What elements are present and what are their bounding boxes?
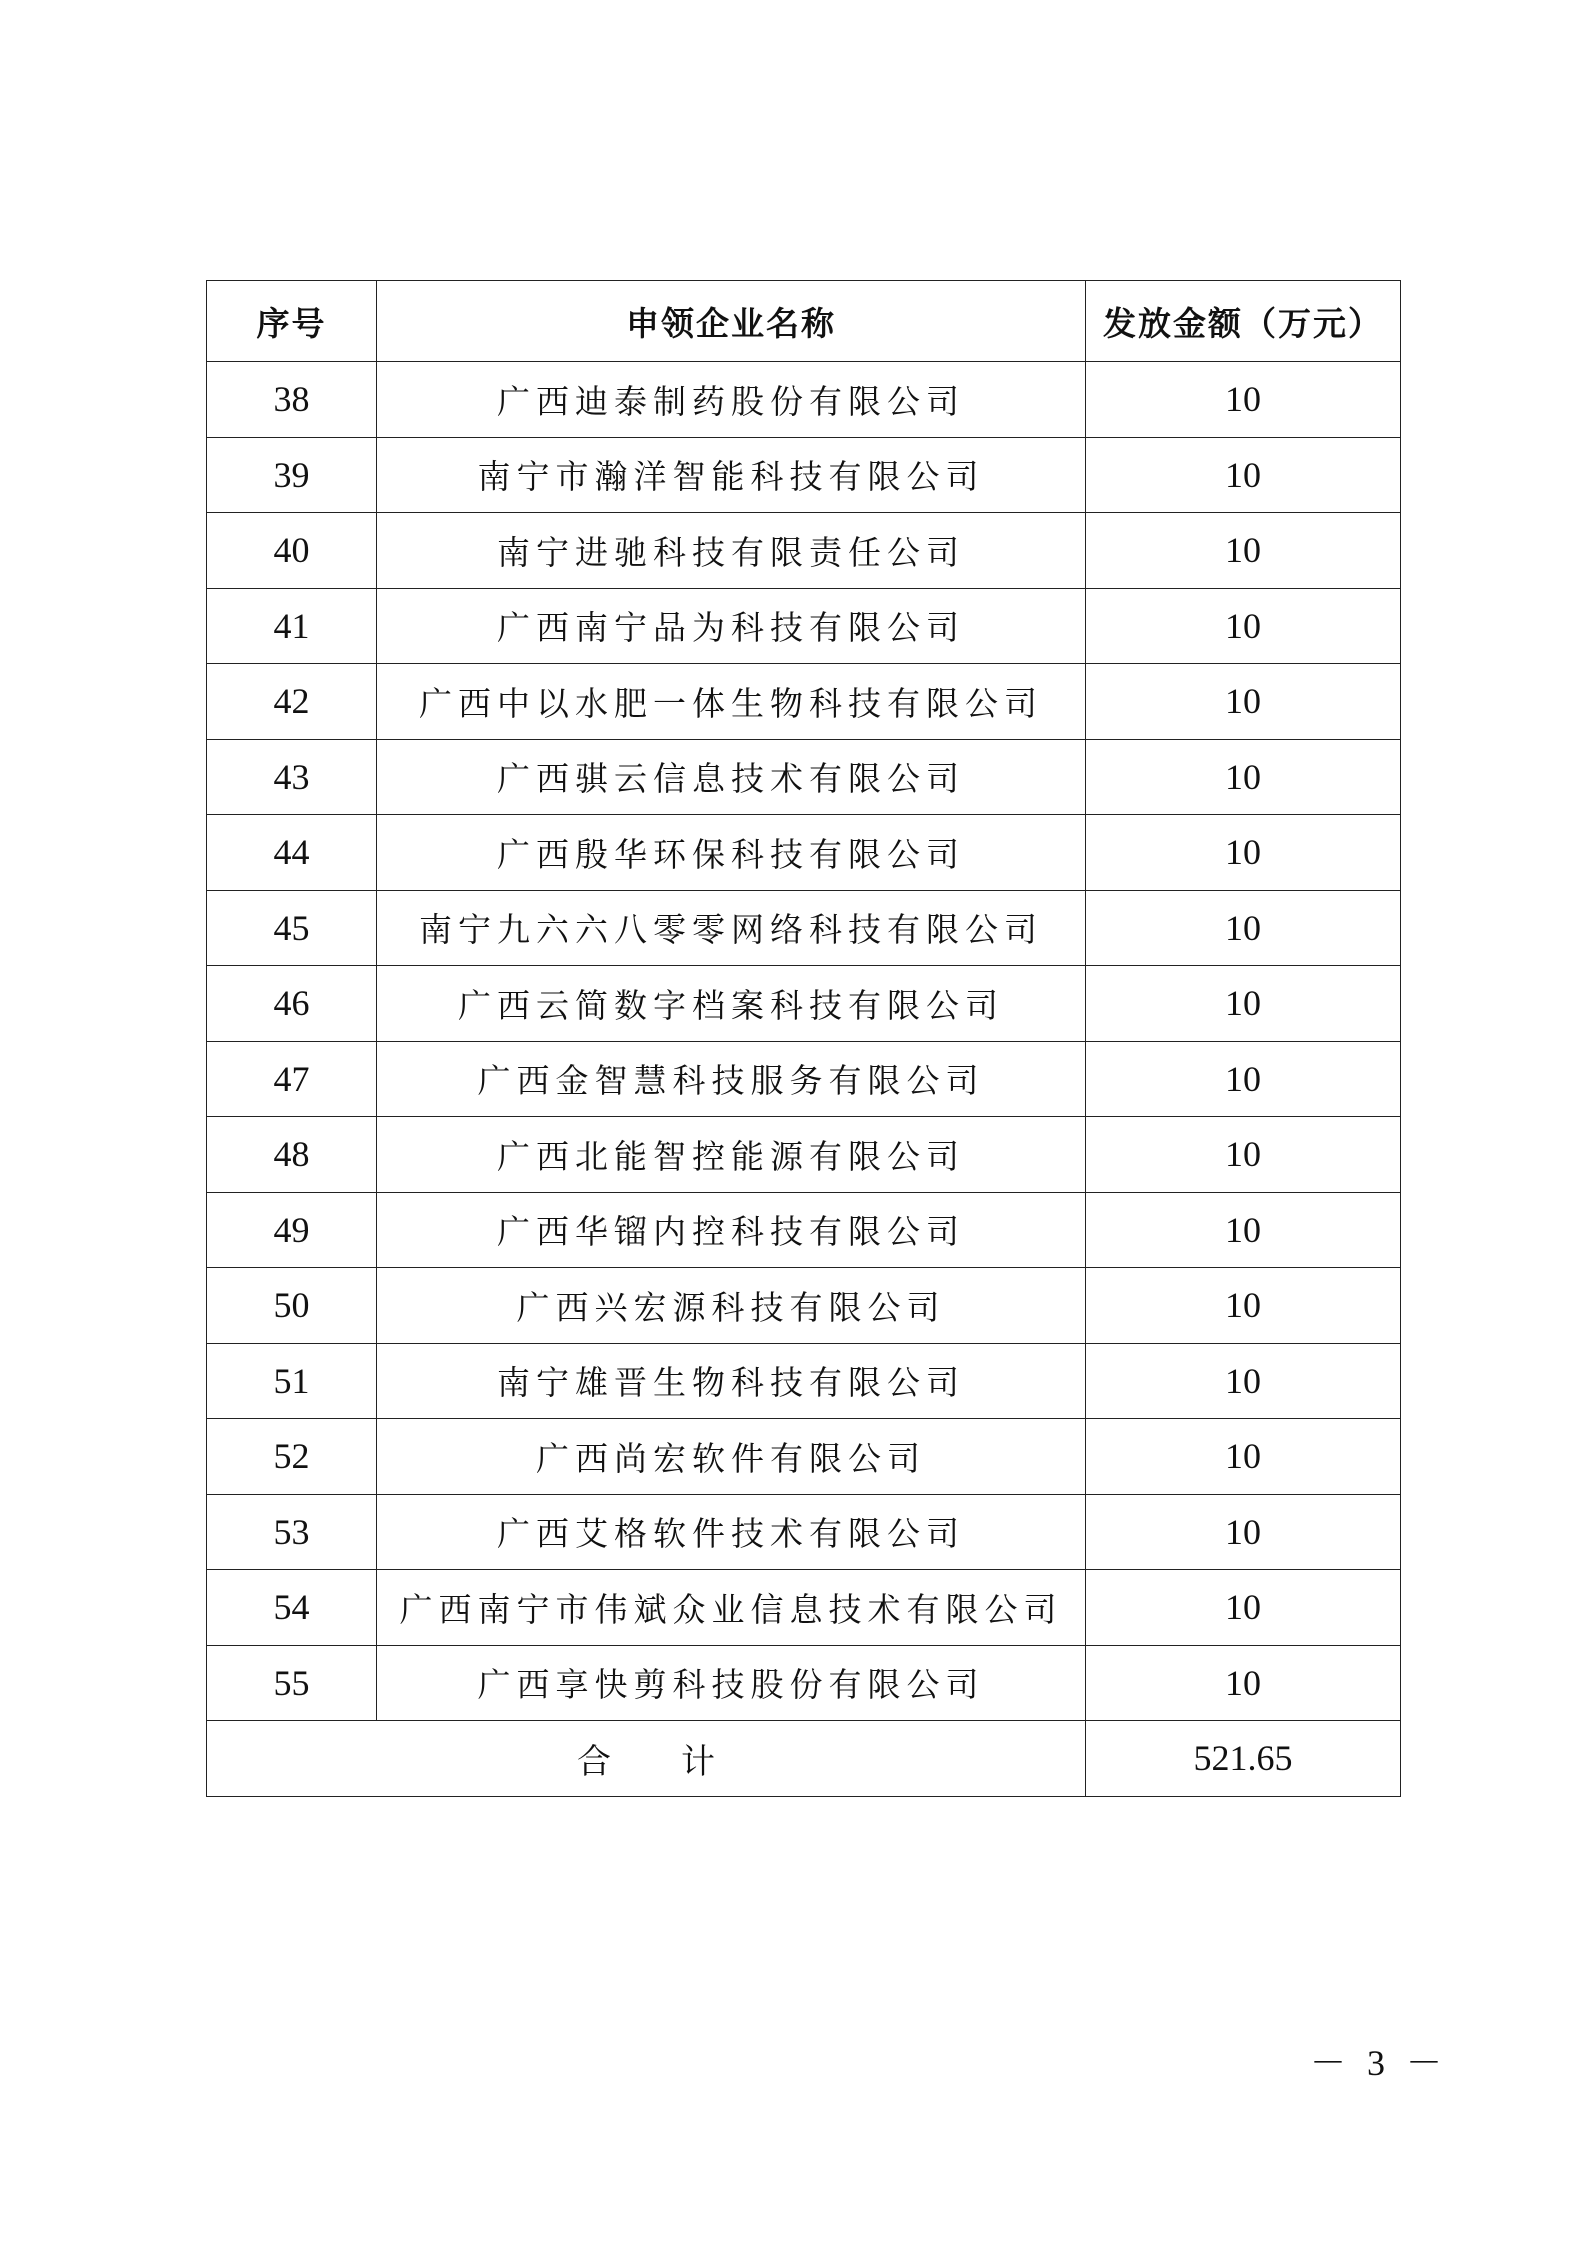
row-serial-number: 41 bbox=[207, 588, 377, 664]
row-amount: 10 bbox=[1086, 588, 1401, 664]
table-row bbox=[207, 1268, 1401, 1344]
table-row bbox=[207, 815, 1401, 891]
table-row bbox=[207, 739, 1401, 815]
table-row bbox=[207, 966, 1401, 1042]
row-serial-number: 43 bbox=[207, 739, 377, 815]
row-company-name: 广西金智慧科技服务有限公司 bbox=[377, 1041, 1086, 1117]
row-amount: 10 bbox=[1086, 1268, 1401, 1344]
row-company-name: 广西南宁市伟斌众业信息技术有限公司 bbox=[377, 1570, 1086, 1646]
row-company-name: 广西中以水肥一体生物科技有限公司 bbox=[377, 664, 1086, 740]
row-serial-number: 52 bbox=[207, 1419, 377, 1495]
row-serial-number: 53 bbox=[207, 1494, 377, 1570]
table-row bbox=[207, 890, 1401, 966]
row-amount: 10 bbox=[1086, 1192, 1401, 1268]
row-serial-number: 54 bbox=[207, 1570, 377, 1646]
row-company-name: 南宁雄晋生物科技有限公司 bbox=[377, 1343, 1086, 1419]
row-amount: 10 bbox=[1086, 362, 1401, 438]
row-amount: 10 bbox=[1086, 890, 1401, 966]
row-serial-number: 38 bbox=[207, 362, 377, 438]
row-amount: 10 bbox=[1086, 1645, 1401, 1721]
row-serial-number: 48 bbox=[207, 1117, 377, 1193]
header-amount: 发放金额（万元） bbox=[1086, 281, 1401, 362]
table-row bbox=[207, 1041, 1401, 1117]
row-amount: 10 bbox=[1086, 1041, 1401, 1117]
total-label-left: 合 bbox=[577, 1741, 611, 1782]
row-amount: 10 bbox=[1086, 1343, 1401, 1419]
total-amount: 521.65 bbox=[1086, 1721, 1401, 1797]
row-amount: 10 bbox=[1086, 1494, 1401, 1570]
row-company-name: 广西殷华环保科技有限公司 bbox=[377, 815, 1086, 891]
row-company-name: 广西北能智控能源有限公司 bbox=[377, 1117, 1086, 1193]
row-company-name: 广西南宁品为科技有限公司 bbox=[377, 588, 1086, 664]
row-company-name: 广西享快剪科技股份有限公司 bbox=[377, 1645, 1086, 1721]
row-amount: 10 bbox=[1086, 437, 1401, 513]
table-body bbox=[207, 362, 1401, 1721]
table-row bbox=[207, 1494, 1401, 1570]
table-row bbox=[207, 1343, 1401, 1419]
row-amount: 10 bbox=[1086, 1419, 1401, 1495]
row-amount: 10 bbox=[1086, 966, 1401, 1042]
row-serial-number: 42 bbox=[207, 664, 377, 740]
table-row bbox=[207, 513, 1401, 589]
total-label bbox=[207, 1721, 1086, 1797]
table-row bbox=[207, 362, 1401, 438]
row-company-name: 广西迪泰制药股份有限公司 bbox=[377, 362, 1086, 438]
row-amount: 10 bbox=[1086, 739, 1401, 815]
row-amount: 10 bbox=[1086, 664, 1401, 740]
row-serial-number: 39 bbox=[207, 437, 377, 513]
table-row bbox=[207, 664, 1401, 740]
page-number: － 3 － bbox=[1310, 2043, 1449, 2083]
row-company-name: 广西骐云信息技术有限公司 bbox=[377, 739, 1086, 815]
table-row bbox=[207, 437, 1401, 513]
total-label-right: 计 bbox=[681, 1741, 715, 1782]
row-serial-number: 51 bbox=[207, 1343, 377, 1419]
row-serial-number: 40 bbox=[207, 513, 377, 589]
header-serial-number: 序号 bbox=[207, 281, 377, 362]
table-row bbox=[207, 1419, 1401, 1495]
row-company-name: 南宁市瀚洋智能科技有限公司 bbox=[377, 437, 1086, 513]
row-company-name: 南宁进驰科技有限责任公司 bbox=[377, 513, 1086, 589]
table-row bbox=[207, 1192, 1401, 1268]
row-company-name: 广西尚宏软件有限公司 bbox=[377, 1419, 1086, 1495]
table-row bbox=[207, 1570, 1401, 1646]
row-company-name: 广西艾格软件技术有限公司 bbox=[377, 1494, 1086, 1570]
header-company-name: 申领企业名称 bbox=[377, 281, 1086, 362]
row-amount: 10 bbox=[1086, 513, 1401, 589]
row-serial-number: 44 bbox=[207, 815, 377, 891]
row-company-name: 广西云简数字档案科技有限公司 bbox=[377, 966, 1086, 1042]
row-company-name: 广西华镏内控科技有限公司 bbox=[377, 1192, 1086, 1268]
row-serial-number: 45 bbox=[207, 890, 377, 966]
row-company-name: 广西兴宏源科技有限公司 bbox=[377, 1268, 1086, 1344]
table-row bbox=[207, 588, 1401, 664]
row-serial-number: 55 bbox=[207, 1645, 377, 1721]
table-row bbox=[207, 1117, 1401, 1193]
row-amount: 10 bbox=[1086, 815, 1401, 891]
table-row bbox=[207, 1645, 1401, 1721]
row-serial-number: 50 bbox=[207, 1268, 377, 1344]
row-serial-number: 46 bbox=[207, 966, 377, 1042]
row-amount: 10 bbox=[1086, 1117, 1401, 1193]
table-header-row bbox=[207, 281, 1401, 362]
row-amount: 10 bbox=[1086, 1570, 1401, 1646]
row-serial-number: 47 bbox=[207, 1041, 377, 1117]
row-company-name: 南宁九六六八零零网络科技有限公司 bbox=[377, 890, 1086, 966]
grant-table bbox=[206, 280, 1401, 1797]
row-serial-number: 49 bbox=[207, 1192, 377, 1268]
total-row bbox=[207, 1721, 1401, 1797]
